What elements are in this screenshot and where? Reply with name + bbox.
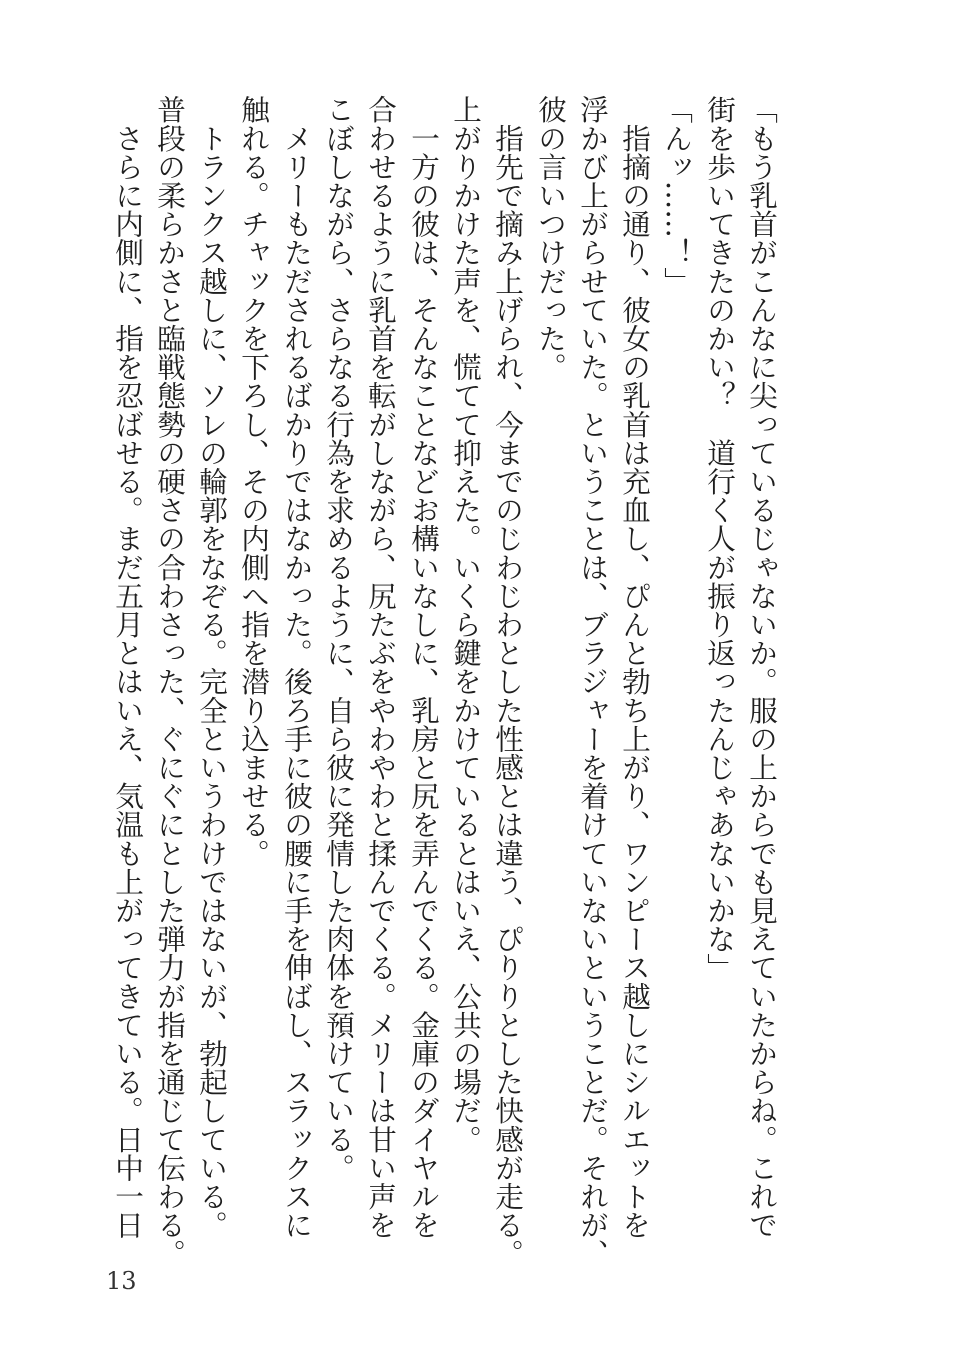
text-line: 「もう乳首がこんなに尖っているじゃないか。服の上からでも見えていたからね。これで [745,95,779,1239]
text-line: こぼしながら、さらなる行為を求めるように、自ら彼に発情した肉体を預けている。 [322,95,356,1182]
text-line: 合わせるように乳首を転がしながら、尻たぶをやわやわと揉んでくる。メリーは甘い声を [364,95,398,1239]
text-line: 「んッ……！」 [660,95,694,296]
text-line: 浮かび上がらせていた。ということは、ブラジャーを着けていないということだ。それが、 [576,95,610,1268]
text-line: メリーもただされるばかりではなかった。後ろ手に彼の腰に手を伸ばし、スラックスに [280,95,314,1239]
text-line: 彼の言いつけだった。 [534,95,568,381]
text-line: 触れる。チャックを下ろし、その内側へ指を潜り込ませる。 [237,95,271,868]
text-line: 街を歩いてきたのかい？ 道行く人が振り返ったんじゃあないかな」 [703,95,737,982]
text-line: トランクス越しに、ソレの輪郭をなぞる。完全というわけではないが、勃起している。 [195,95,229,1239]
text-line: 普段の柔らかさと臨戦態勢の硬さの合わさった、ぐにぐにとした弾力が指を通じて伝わる。 [153,95,187,1268]
text-line: 指摘の通り、彼女の乳首は充血し、ぴんと勃ち上がり、ワンピース越しにシルエットを [618,95,652,1239]
text-line: さらに内側に、指を忍ばせる。まだ五月とはいえ、気温も上がってきている。日中一日 [111,95,145,1239]
text-line: 指先で摘み上げられ、今までのじわじわとした性感とは違う、ぴりりとした快感が走る。 [491,95,525,1268]
page-number: 13 [106,1267,137,1295]
text-line: 上がりかけた声を、慌てて抑えた。いくら鍵をかけているとはいえ、公共の場だ。 [449,95,483,1154]
text-line: 一方の彼は、そんなことなどお構いなしに、乳房と尻を弄んでくる。金庫のダイヤルを [407,95,441,1239]
